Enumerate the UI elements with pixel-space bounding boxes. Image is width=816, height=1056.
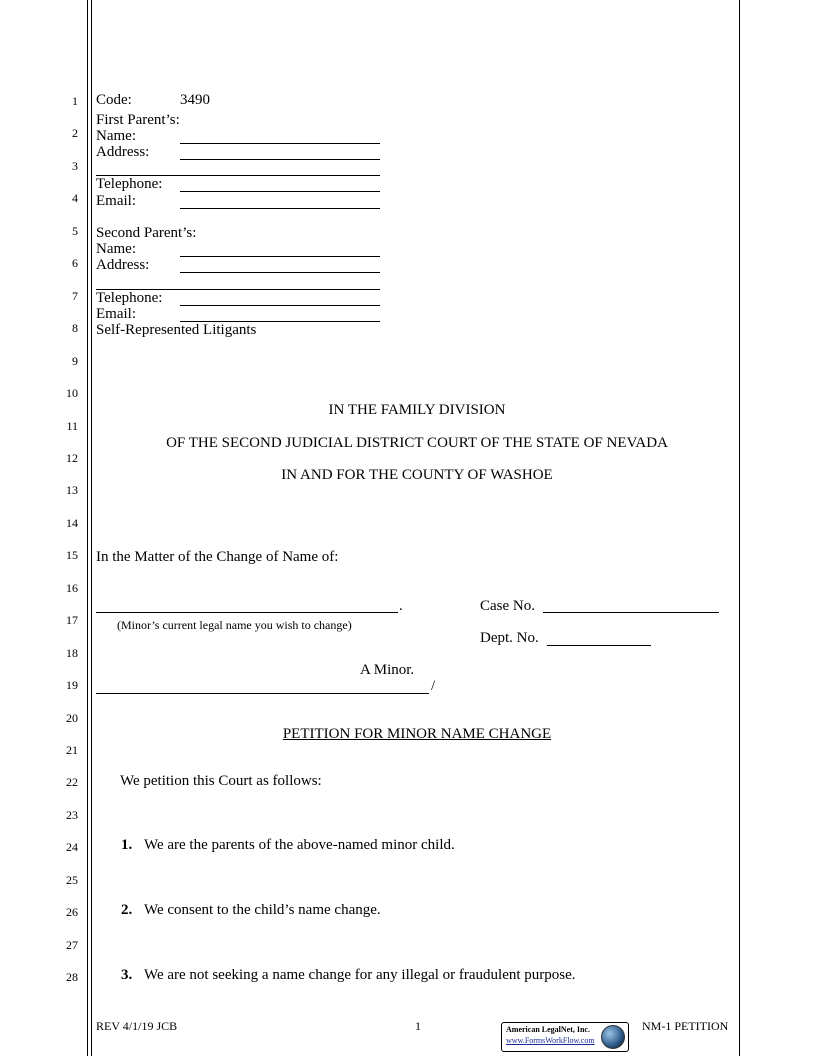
petition-title — [96, 726, 738, 743]
petition-intro: We petition this Court as follows: — [120, 773, 322, 789]
item-2-number: 2. — [121, 902, 133, 918]
second-parent-address-field-1[interactable] — [180, 272, 380, 273]
american-legalnet-logo[interactable] — [501, 1022, 629, 1052]
line-number: 7 — [72, 289, 78, 303]
line-number: 22 — [66, 775, 78, 789]
first-parent-email-label: Email: — [96, 193, 136, 209]
line-number: 23 — [66, 808, 78, 822]
first-parent-email-field[interactable] — [180, 208, 380, 209]
line-number: 5 — [72, 224, 78, 238]
line-number: 13 — [66, 483, 78, 497]
caption-closing-slash: / — [431, 678, 436, 694]
globe-icon — [601, 1025, 625, 1049]
left-margin-line-2 — [91, 0, 92, 1056]
line-number: 27 — [66, 938, 78, 952]
line-number: 15 — [66, 548, 78, 562]
first-parent-heading: First Parent’s: — [96, 112, 180, 128]
line-number: 18 — [66, 646, 78, 660]
line-number: 16 — [66, 581, 78, 595]
second-parent-heading: Second Parent’s: — [96, 225, 197, 241]
item-2-text: We consent to the child’s name change. — [144, 902, 381, 918]
line-number: 8 — [72, 321, 78, 335]
self-represented-label: Self-Represented Litigants — [96, 322, 257, 338]
second-parent-telephone-field[interactable] — [180, 305, 380, 306]
second-parent-email-label: Email: — [96, 306, 136, 322]
line-number: 9 — [72, 354, 78, 368]
first-parent-address-field-1[interactable] — [180, 159, 380, 160]
caption-closing-line — [96, 693, 429, 694]
dept-no-label: Dept. No. — [480, 630, 539, 646]
court-heading-line-1: IN THE FAMILY DIVISION — [328, 402, 506, 418]
line-number: 6 — [72, 256, 78, 270]
line-number: 14 — [66, 516, 78, 530]
line-number: 10 — [66, 386, 78, 400]
item-1-number: 1. — [121, 837, 133, 853]
first-parent-name-label: Name: — [96, 128, 136, 144]
second-parent-name-label: Name: — [96, 241, 136, 257]
line-number: 2 — [72, 126, 78, 140]
item-3-text: We are not seeking a name change for any illegal or fraudulent purpose. — [144, 967, 576, 983]
line-number: 26 — [66, 905, 78, 919]
line-number: 11 — [66, 419, 78, 433]
matter-intro: In the Matter of the Change of Name of: — [96, 549, 339, 565]
right-margin-line — [739, 0, 740, 1056]
logo-company-name: American LegalNet, Inc. — [506, 1025, 590, 1034]
line-number: 19 — [66, 678, 78, 692]
minor-name-hint: (Minor’s current legal name you wish to change) — [117, 618, 352, 632]
second-parent-telephone-label: Telephone: — [96, 290, 163, 306]
line-number: 1 — [72, 94, 78, 108]
first-parent-name-field[interactable] — [180, 143, 380, 144]
footer-page-number: 1 — [415, 1019, 421, 1033]
court-heading-line-2: OF THE SECOND JUDICIAL DISTRICT COURT OF THE STATE OF NEVADA — [166, 435, 668, 451]
a-minor-label: A Minor. — [360, 662, 415, 678]
logo-website-link[interactable]: www.FormsWorkFlow.com — [506, 1036, 595, 1045]
minor-name-period: . — [399, 598, 403, 614]
line-number: 17 — [66, 613, 78, 627]
item-1-text: We are the parents of the above-named minor child. — [144, 837, 455, 853]
second-parent-address-label: Address: — [96, 257, 150, 273]
second-parent-name-field[interactable] — [180, 256, 380, 257]
line-number: 3 — [72, 159, 78, 173]
petition-title-text: PETITION FOR MINOR NAME CHANGE — [282, 726, 552, 742]
left-margin-line-1 — [87, 0, 88, 1056]
line-number: 25 — [66, 873, 78, 887]
line-number: 24 — [66, 840, 78, 854]
line-number: 20 — [66, 711, 78, 725]
first-parent-telephone-label: Telephone: — [96, 176, 163, 192]
dept-no-field[interactable] — [547, 645, 651, 646]
case-no-label: Case No. — [480, 598, 535, 614]
minor-name-field[interactable] — [96, 612, 398, 613]
line-number: 4 — [72, 191, 78, 205]
first-parent-address-label: Address: — [96, 144, 150, 160]
case-no-field[interactable] — [543, 612, 719, 613]
court-heading-line-3: IN AND FOR THE COUNTY OF WASHOE — [281, 467, 553, 483]
first-parent-telephone-field[interactable] — [180, 191, 380, 192]
code-label: Code: — [96, 92, 132, 108]
code-value: 3490 — [180, 92, 210, 108]
line-number: 28 — [66, 970, 78, 984]
footer-revision: REV 4/1/19 JCB — [96, 1019, 178, 1033]
item-3-number: 3. — [121, 967, 133, 983]
footer-form-id: NM-1 PETITION — [642, 1019, 729, 1033]
line-number: 12 — [66, 451, 78, 465]
line-number: 21 — [66, 743, 78, 757]
